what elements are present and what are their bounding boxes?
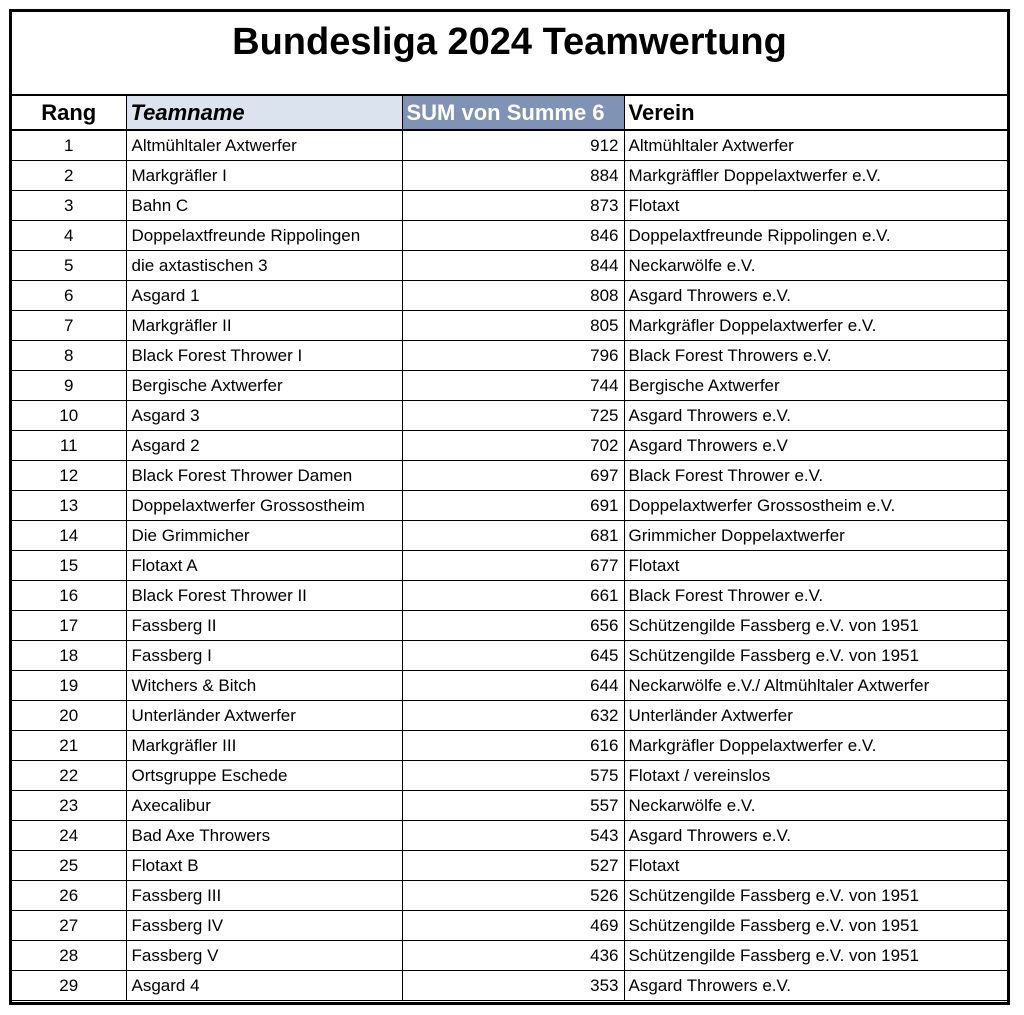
sum-cell[interactable]: 644: [402, 671, 624, 701]
verein-cell[interactable]: Neckarwölfe e.V.: [624, 251, 1007, 281]
teamname-cell[interactable]: Black Forest Thrower I: [126, 341, 402, 371]
sum-cell[interactable]: 846: [402, 221, 624, 251]
rang-cell[interactable]: 22: [12, 761, 126, 791]
verein-cell[interactable]: Schützengilde Fassberg e.V. von 1951: [624, 881, 1007, 911]
teamname-cell[interactable]: Unterländer Axtwerfer: [126, 701, 402, 731]
teamname-cell[interactable]: Markgräfler I: [126, 161, 402, 191]
sum-cell[interactable]: 844: [402, 251, 624, 281]
table-row: [12, 731, 1007, 761]
table-row: [12, 491, 1007, 521]
table-row: [12, 371, 1007, 401]
sum-cell[interactable]: 527: [402, 851, 624, 881]
rang-cell[interactable]: 21: [12, 731, 126, 761]
rang-cell[interactable]: 23: [12, 791, 126, 821]
teamname-cell[interactable]: die axtastischen 3: [126, 251, 402, 281]
rang-cell[interactable]: 25: [12, 851, 126, 881]
verein-cell[interactable]: Grimmicher Doppelaxtwerfer: [624, 521, 1007, 551]
sum-cell[interactable]: 884: [402, 161, 624, 191]
sum-cell[interactable]: 691: [402, 491, 624, 521]
sum-cell[interactable]: 725: [402, 401, 624, 431]
teamname-cell[interactable]: Fassberg I: [126, 641, 402, 671]
verein-cell[interactable]: Flotaxt / vereinslos: [624, 761, 1007, 791]
table-row: [12, 701, 1007, 731]
teamname-cell[interactable]: Altmühltaler Axtwerfer: [126, 130, 402, 161]
verein-cell[interactable]: Unterländer Axtwerfer: [624, 701, 1007, 731]
spreadsheet-sheet: [9, 9, 1010, 1005]
table-row: [12, 130, 1007, 161]
verein-cell[interactable]: Flotaxt: [624, 851, 1007, 881]
teamname-cell[interactable]: Fassberg III: [126, 881, 402, 911]
teamname-cell[interactable]: Markgräfler II: [126, 311, 402, 341]
sum-cell[interactable]: 575: [402, 761, 624, 791]
table-row: [12, 401, 1007, 431]
rang-cell[interactable]: 14: [12, 521, 126, 551]
verein-cell[interactable]: Markgräffler Doppelaxtwerfer e.V.: [624, 161, 1007, 191]
sum-cell[interactable]: 557: [402, 791, 624, 821]
rang-cell[interactable]: 3: [12, 191, 126, 221]
table-row: [12, 971, 1007, 1001]
table-row: [12, 311, 1007, 341]
sum-cell[interactable]: 543: [402, 821, 624, 851]
rang-cell[interactable]: 18: [12, 641, 126, 671]
verein-cell[interactable]: Neckarwölfe e.V.: [624, 791, 1007, 821]
rang-cell[interactable]: 11: [12, 431, 126, 461]
rang-cell[interactable]: 15: [12, 551, 126, 581]
verein-cell[interactable]: Schützengilde Fassberg e.V. von 1951: [624, 641, 1007, 671]
rang-cell[interactable]: 5: [12, 251, 126, 281]
table-row: [12, 221, 1007, 251]
sum-cell[interactable]: 805: [402, 311, 624, 341]
teamname-cell[interactable]: Markgräfler III: [126, 731, 402, 761]
rang-cell[interactable]: 17: [12, 611, 126, 641]
verein-cell[interactable]: Doppelaxtfreunde Rippolingen e.V.: [624, 221, 1007, 251]
rang-cell[interactable]: 4: [12, 221, 126, 251]
table-row: [12, 881, 1007, 911]
verein-cell[interactable]: Markgräfler Doppelaxtwerfer e.V.: [624, 311, 1007, 341]
rang-cell[interactable]: 20: [12, 701, 126, 731]
sum-cell[interactable]: 661: [402, 581, 624, 611]
teamname-cell[interactable]: Flotaxt A: [126, 551, 402, 581]
column-header-teamname[interactable]: Teamname: [126, 96, 402, 130]
sum-cell[interactable]: 353: [402, 971, 624, 1001]
rang-cell[interactable]: 24: [12, 821, 126, 851]
rang-cell[interactable]: 7: [12, 311, 126, 341]
table-row: [12, 251, 1007, 281]
rang-cell[interactable]: 28: [12, 941, 126, 971]
teamname-cell[interactable]: Black Forest Thrower Damen: [126, 461, 402, 491]
teamname-cell[interactable]: Die Grimmicher: [126, 521, 402, 551]
table-body: [12, 130, 1007, 1001]
rang-cell[interactable]: 13: [12, 491, 126, 521]
column-header-verein[interactable]: Verein: [624, 96, 1007, 130]
table-row: [12, 521, 1007, 551]
table-row: [12, 851, 1007, 881]
table-row: [12, 671, 1007, 701]
title-area: [12, 12, 1007, 96]
verein-cell[interactable]: Doppelaxtwerfer Grossostheim e.V.: [624, 491, 1007, 521]
table-row: [12, 161, 1007, 191]
rang-cell[interactable]: 8: [12, 341, 126, 371]
sum-cell[interactable]: 645: [402, 641, 624, 671]
verein-cell[interactable]: Asgard Throwers e.V.: [624, 401, 1007, 431]
teamname-cell[interactable]: Doppelaxtwerfer Grossostheim: [126, 491, 402, 521]
teamname-cell[interactable]: Ortsgruppe Eschede: [126, 761, 402, 791]
sum-cell[interactable]: 744: [402, 371, 624, 401]
rang-cell[interactable]: 29: [12, 971, 126, 1001]
verein-cell[interactable]: Black Forest Thrower e.V.: [624, 581, 1007, 611]
verein-cell[interactable]: Altmühltaler Axtwerfer: [624, 130, 1007, 161]
ranking-table: [12, 96, 1007, 1001]
column-header-sum[interactable]: SUM von Summe 6: [402, 96, 624, 130]
verein-cell[interactable]: Asgard Throwers e.V.: [624, 821, 1007, 851]
sum-cell[interactable]: 681: [402, 521, 624, 551]
sum-cell[interactable]: 656: [402, 611, 624, 641]
sum-cell[interactable]: 632: [402, 701, 624, 731]
table-row: [12, 581, 1007, 611]
table-row: [12, 611, 1007, 641]
sum-cell[interactable]: 702: [402, 431, 624, 461]
rang-cell[interactable]: 10: [12, 401, 126, 431]
table-row: [12, 941, 1007, 971]
sum-cell[interactable]: 808: [402, 281, 624, 311]
teamname-cell[interactable]: Asgard 3: [126, 401, 402, 431]
teamname-cell[interactable]: Bahn C: [126, 191, 402, 221]
table-row: [12, 761, 1007, 791]
verein-cell[interactable]: Flotaxt: [624, 551, 1007, 581]
table-row: [12, 791, 1007, 821]
rang-cell[interactable]: 27: [12, 911, 126, 941]
teamname-cell[interactable]: Fassberg IV: [126, 911, 402, 941]
verein-cell[interactable]: Black Forest Throwers e.V.: [624, 341, 1007, 371]
table-row: [12, 341, 1007, 371]
rang-cell[interactable]: 6: [12, 281, 126, 311]
sum-cell[interactable]: 469: [402, 911, 624, 941]
sum-cell[interactable]: 436: [402, 941, 624, 971]
header-row: [12, 96, 1007, 130]
table-row: [12, 821, 1007, 851]
teamname-cell[interactable]: Flotaxt B: [126, 851, 402, 881]
teamname-cell[interactable]: Asgard 1: [126, 281, 402, 311]
teamname-cell[interactable]: Axecalibur: [126, 791, 402, 821]
table-row: [12, 461, 1007, 491]
rang-cell[interactable]: 19: [12, 671, 126, 701]
teamname-cell[interactable]: Fassberg II: [126, 611, 402, 641]
table-header: [12, 96, 1007, 130]
verein-cell[interactable]: Schützengilde Fassberg e.V. von 1951: [624, 911, 1007, 941]
table-row: [12, 551, 1007, 581]
table-row: [12, 281, 1007, 311]
table-row: [12, 641, 1007, 671]
verein-cell[interactable]: Neckarwölfe e.V./ Altmühltaler Axtwerfer: [624, 671, 1007, 701]
rang-cell[interactable]: 1: [12, 130, 126, 161]
verein-cell[interactable]: Markgräfler Doppelaxtwerfer e.V.: [624, 731, 1007, 761]
verein-cell[interactable]: Schützengilde Fassberg e.V. von 1951: [624, 611, 1007, 641]
rang-cell[interactable]: 16: [12, 581, 126, 611]
teamname-cell[interactable]: Black Forest Thrower II: [126, 581, 402, 611]
sum-cell[interactable]: 526: [402, 881, 624, 911]
sum-cell[interactable]: 873: [402, 191, 624, 221]
table-row: [12, 431, 1007, 461]
table-row: [12, 191, 1007, 221]
teamname-cell[interactable]: Asgard 2: [126, 431, 402, 461]
verein-cell[interactable]: Asgard Throwers e.V: [624, 431, 1007, 461]
verein-cell[interactable]: Bergische Axtwerfer: [624, 371, 1007, 401]
page-title: Bundesliga 2024 Teamwertung: [232, 21, 787, 63]
rang-cell[interactable]: 26: [12, 881, 126, 911]
teamname-cell[interactable]: Witchers & Bitch: [126, 671, 402, 701]
teamname-cell[interactable]: Asgard 4: [126, 971, 402, 1001]
sum-cell[interactable]: 697: [402, 461, 624, 491]
verein-cell[interactable]: Black Forest Thrower e.V.: [624, 461, 1007, 491]
verein-cell[interactable]: Asgard Throwers e.V.: [624, 971, 1007, 1001]
sum-cell[interactable]: 677: [402, 551, 624, 581]
rang-cell[interactable]: 12: [12, 461, 126, 491]
sum-cell[interactable]: 796: [402, 341, 624, 371]
rang-cell[interactable]: 9: [12, 371, 126, 401]
teamname-cell[interactable]: Bad Axe Throwers: [126, 821, 402, 851]
table-row: [12, 911, 1007, 941]
rang-cell[interactable]: 2: [12, 161, 126, 191]
sum-cell[interactable]: 912: [402, 130, 624, 161]
column-header-rang[interactable]: Rang: [12, 96, 126, 130]
sum-cell[interactable]: 616: [402, 731, 624, 761]
teamname-cell[interactable]: Doppelaxtfreunde Rippolingen: [126, 221, 402, 251]
teamname-cell[interactable]: Bergische Axtwerfer: [126, 371, 402, 401]
verein-cell[interactable]: Asgard Throwers e.V.: [624, 281, 1007, 311]
verein-cell[interactable]: Schützengilde Fassberg e.V. von 1951: [624, 941, 1007, 971]
teamname-cell[interactable]: Fassberg V: [126, 941, 402, 971]
verein-cell[interactable]: Flotaxt: [624, 191, 1007, 221]
